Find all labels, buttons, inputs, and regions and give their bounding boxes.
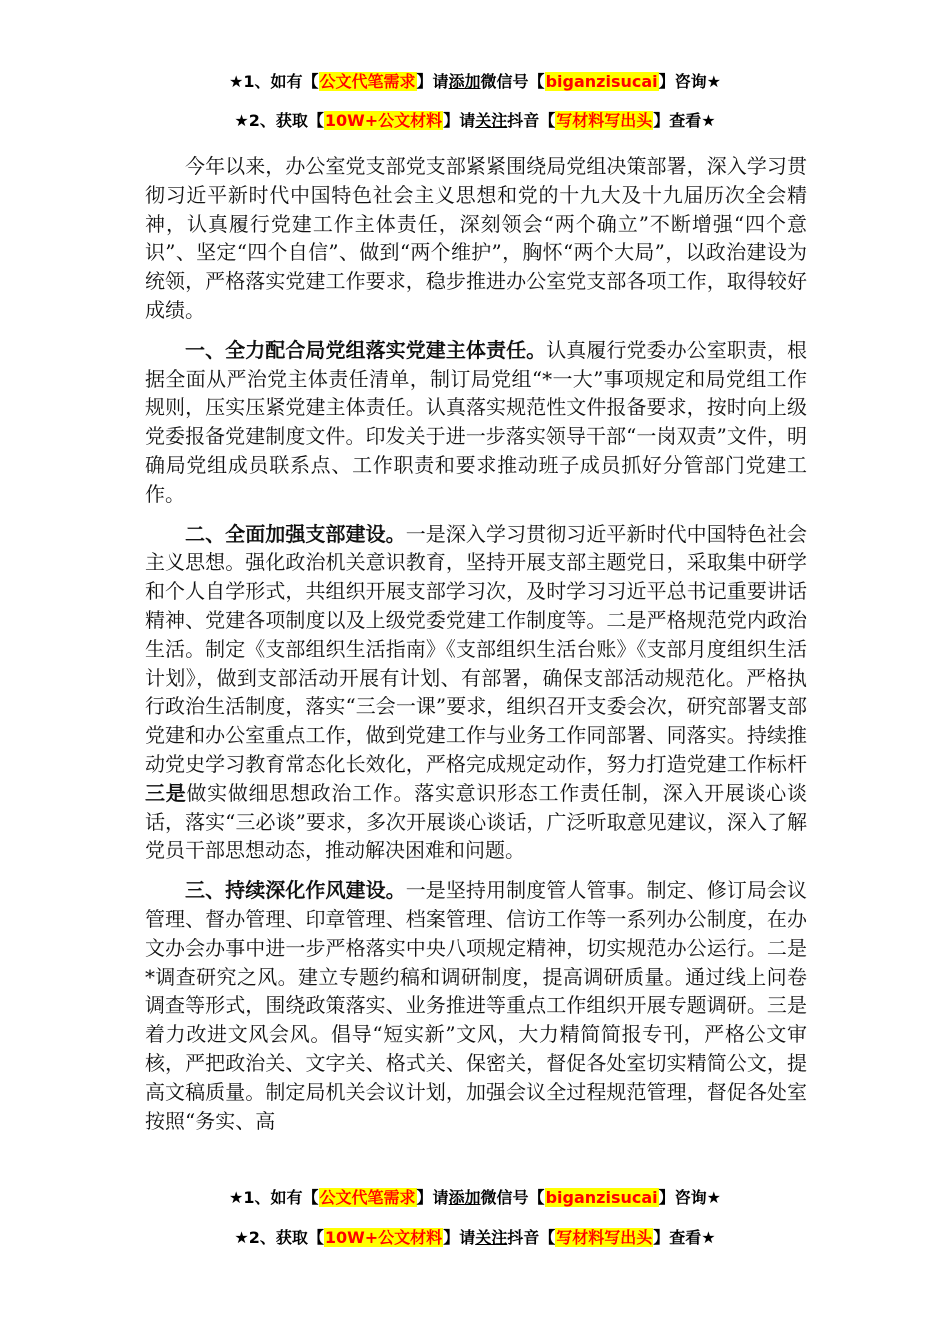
promo-text: 】请: [416, 1188, 449, 1207]
promo-text: 】请: [416, 72, 449, 91]
promo-highlight: 10W+公文材料: [324, 1228, 443, 1247]
promo-text: ★2、获取【: [234, 111, 324, 130]
promo-underline: 添加: [448, 72, 481, 91]
section-3-heading: 三、持续深化作风建设。: [185, 878, 406, 903]
section-2-bold-prefix: 三是: [145, 780, 187, 805]
promo-text: ★2、获取【: [234, 1228, 324, 1247]
section-1-paragraph: [145, 336, 807, 509]
promo-text: 】请: [443, 1228, 476, 1247]
intro-paragraph: 今年以来，办公室党支部党支部紧紧围绕局党组决策部署，深入学习贯彻习近平新时代中国特色社会主义思想和党的十九大及十九届历次全会精神，认真履行党建工作主体责任，深刻领会“两个确立”不断增强“四个意识”、坚定“四个自信”、做到“两个维护”，胸怀“两个大局”，以政治建设为统领，严格落实党建工作要求，稳步推进办公室党支部各项工作，取得较好成绩。: [145, 154, 807, 322]
promo-text: 抖音【: [507, 1228, 556, 1247]
promo-highlight: 写材料写出头: [556, 111, 653, 130]
section-1-heading: 一、全力配合局党组落实党建主体责任。: [185, 337, 547, 362]
section-3-paragraph: [145, 876, 807, 1135]
section-2-body-cont: 做实做细思想政治工作。落实意识形态工作责任制，深入开展谈心谈话，落实“三必谈”要求，多次开展谈心谈话，广泛听取意见建议，深入了解党员干部思想动态，推动解决困难和问题。: [145, 780, 808, 863]
promo-text: 】咨询★: [658, 72, 721, 91]
promo-text: 】查看★: [653, 111, 716, 130]
promo-text: ★1、如有【: [229, 1188, 319, 1207]
promo-text: 】查看★: [653, 1228, 716, 1247]
promo-highlight: 10W+公文材料: [324, 111, 443, 130]
footer-promo-line-2: [0, 1226, 950, 1250]
section-3-body: 一是坚持用制度管人管事。制定、修订局会议管理、督办管理、印章管理、档案管理、信访工作等一系列办公制度，在办文办会办事中进一步严格落实中央八项规定精神，切实规范办公运行。二是*调查研究之风。建立专题约稿和调研制度，提高调研质量。通过线上问卷调查等形式，围绕政策落实、业务推进等重点工作组织开展专题调研。三是着力改进文风会风。倡导“短实新”文风，大力精简简报专刊，严格公文审核，严把政治关、文字关、格式关、保密关，督促各处室切实精简公文，提高文稿质量。制定局机关会议计划，加强会议全过程规范管理，督促各处室按照“务实、高: [145, 878, 808, 1133]
promo-underline: 添加: [448, 1188, 481, 1207]
document-body: [145, 152, 807, 1146]
promo-highlight: biganzisucai: [545, 1188, 658, 1207]
promo-highlight: 公文代笔需求: [319, 1188, 416, 1207]
promo-highlight: 公文代笔需求: [319, 72, 416, 91]
promo-highlight: 写材料写出头: [556, 1228, 653, 1247]
header-promo-line-2: [0, 109, 950, 133]
promo-text: 微信号【: [480, 1188, 545, 1207]
footer-promo-line-1: [0, 1186, 950, 1210]
section-2-paragraph: [145, 520, 807, 866]
promo-text: 抖音【: [507, 111, 556, 130]
promo-text: ★1、如有【: [229, 72, 319, 91]
promo-highlight: biganzisucai: [545, 72, 658, 91]
promo-text: 】咨询★: [658, 1188, 721, 1207]
promo-underline: 关注: [475, 111, 508, 130]
promo-text: 微信号【: [480, 72, 545, 91]
promo-text: 】请: [443, 111, 476, 130]
promo-underline: 关注: [475, 1228, 508, 1247]
section-2-heading: 二、全面加强支部建设。: [185, 521, 406, 546]
header-promo-line-1: [0, 70, 950, 94]
section-2-body: 一是深入学习贯彻习近平新时代中国特色社会主义思想。强化政治机关意识教育，坚持开展支部主题党日，采取集中研学和个人自学形式，共组织开展支部学习次，及时学习习近平总书记重要讲话精神、党建各项制度以及上级党委党建工作制度等。二是严格规范党内政治生活。制定《支部组织生活指南》《支部组织生活台账》《支部月度组织生活计划》，做到支部活动开展有计划、有部署，确保支部活动规范化。严格执行政治生活制度，落实“三会一课”要求，组织召开支委会次，研究部署支部党建和办公室重点工作，做到党建工作与业务工作同部署、同落实。持续推动党史学习教育常态化长效化，严格完成规定动作，努力打造党建工作标杆: [145, 521, 808, 776]
section-1-body: 认真履行党委办公室职责，根据全面从严治党主体责任清单，制订局党组“*一大”事项规定和局党组工作规则，压实压紧党建主体责任。认真落实规范性文件报备要求，按时向上级党委报备党建制度文件。印发关于进一步落实领导干部“一岗双责”文件，明确局党组成员联系点、工作职责和要求推动班子成员抓好分管部门党建工作。: [145, 337, 808, 506]
